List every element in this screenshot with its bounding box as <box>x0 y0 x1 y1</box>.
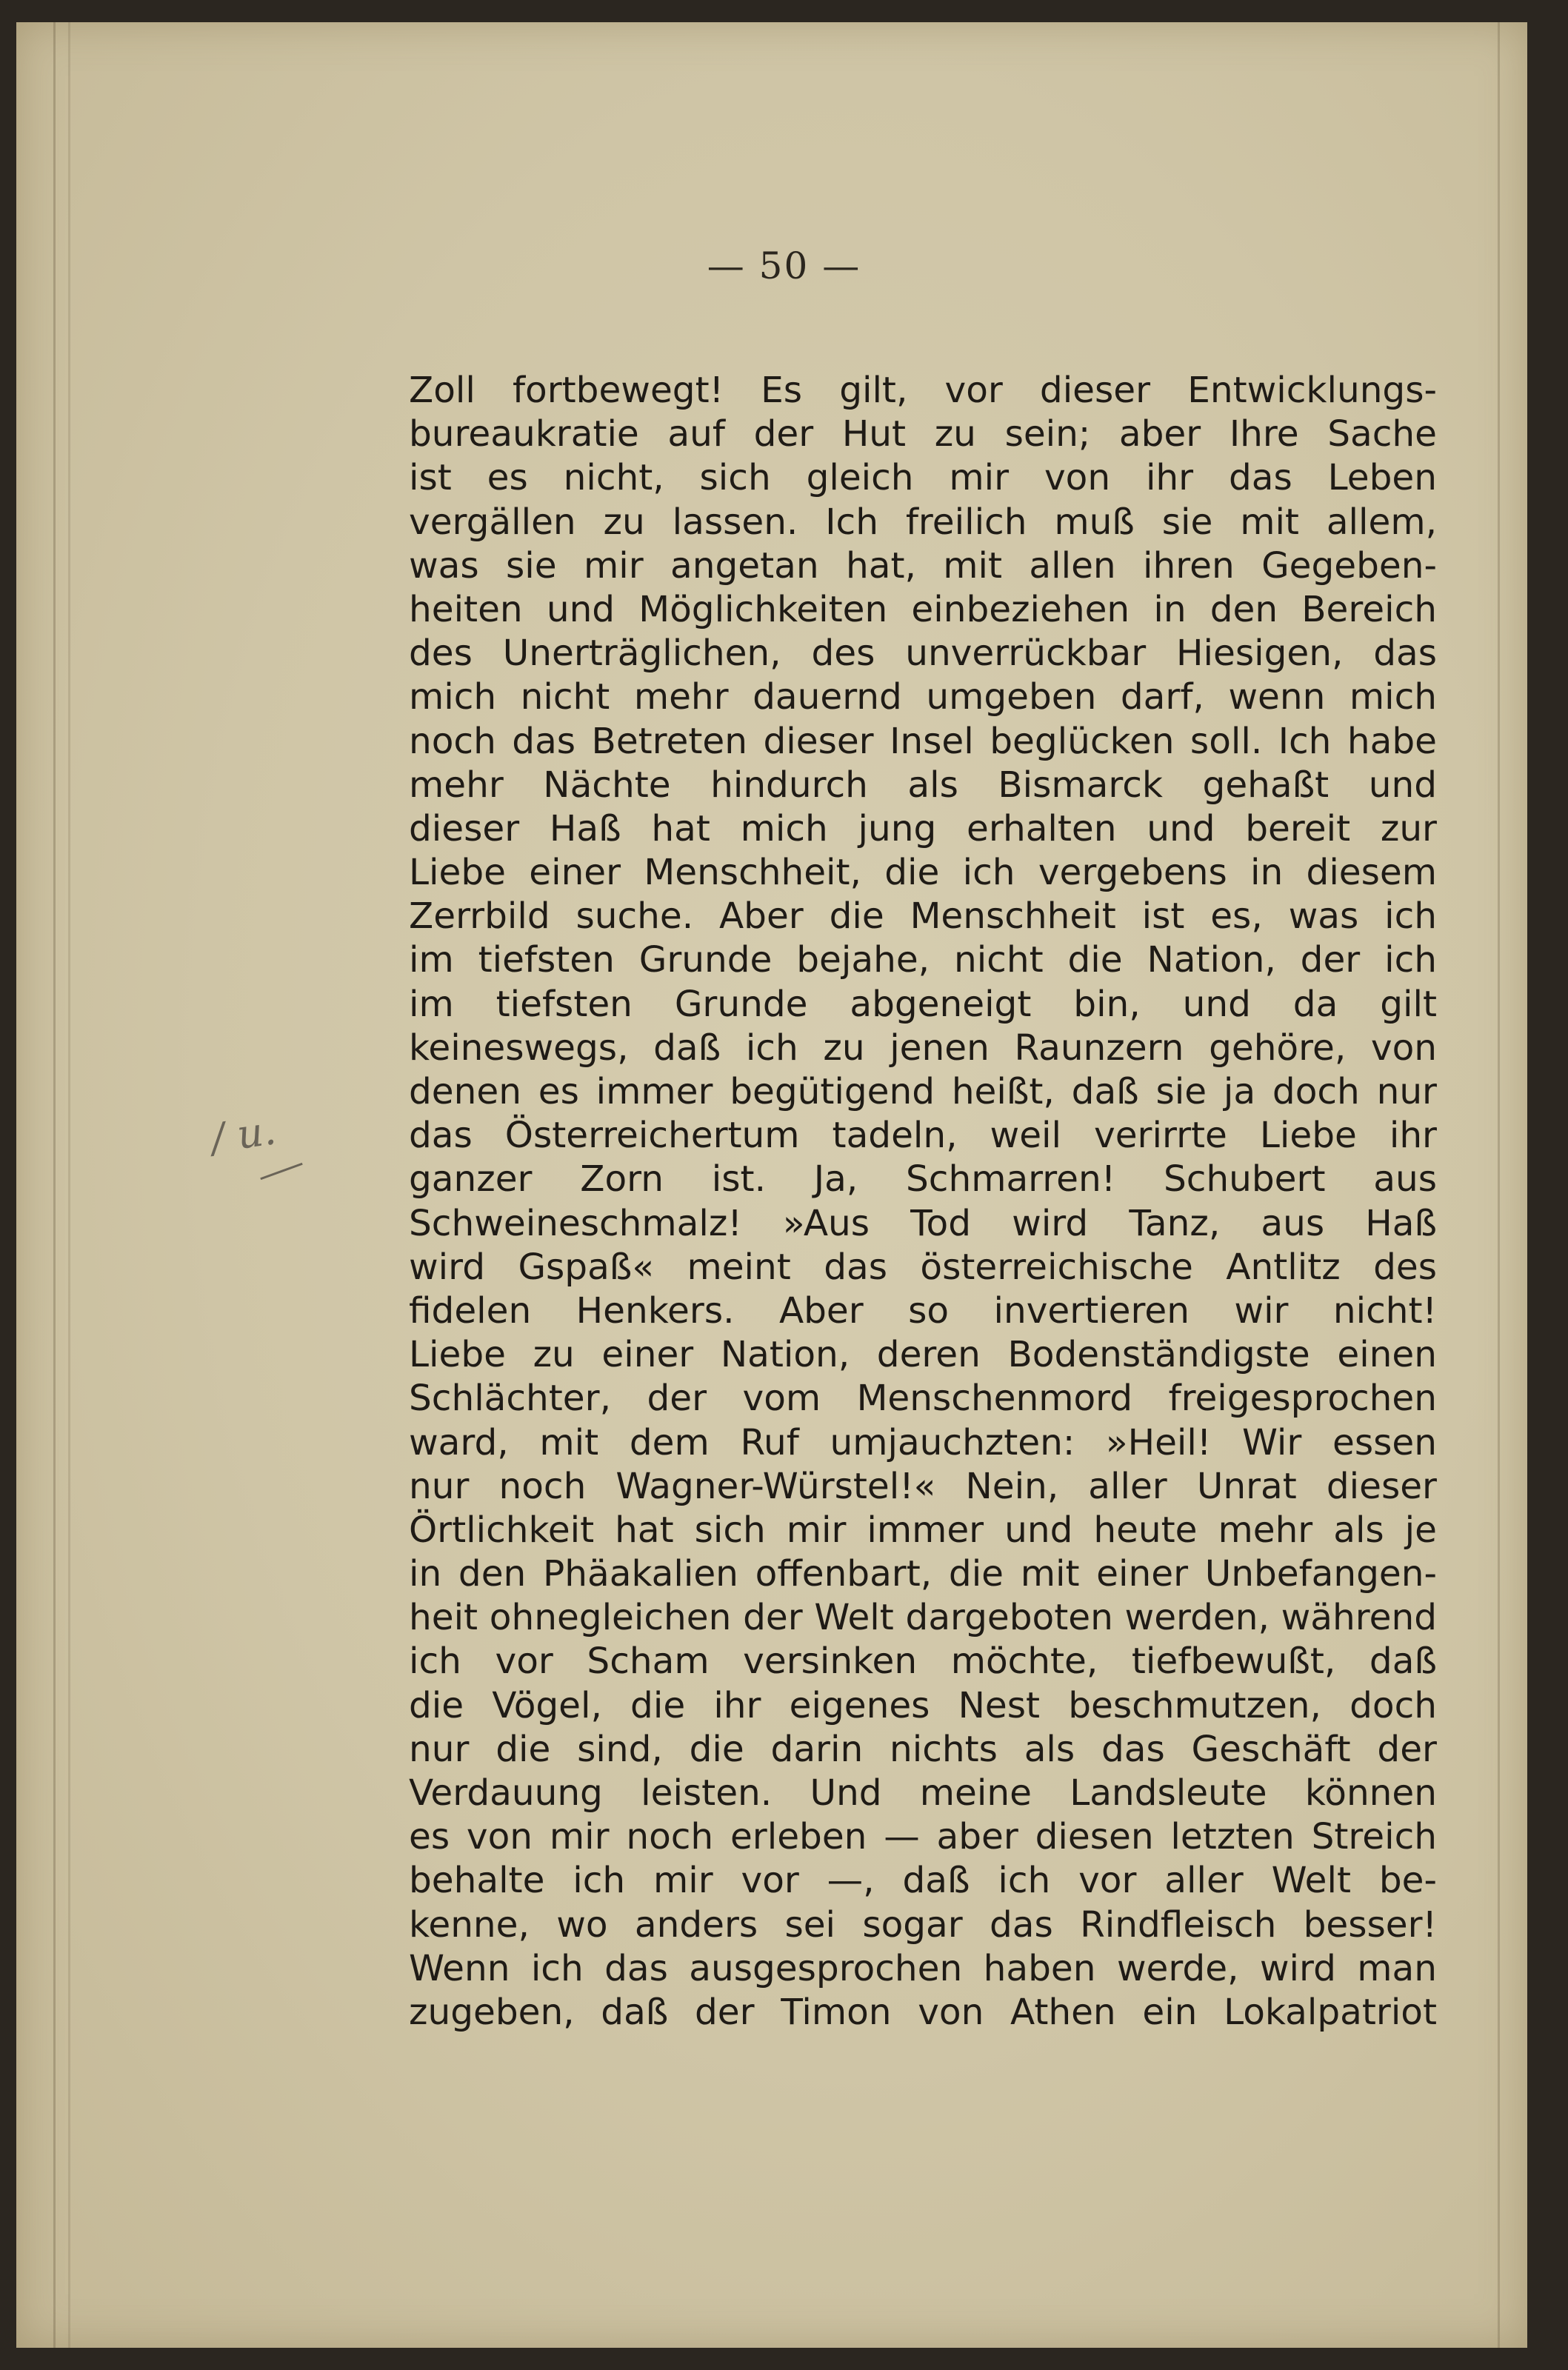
page-edge-right <box>1498 22 1500 2348</box>
text-line: Zerrbild suche. Aber die Menschheit ist es, was ich <box>409 895 1437 938</box>
text-line: mehr Nächte hindurch als Bismarck gehaßt und <box>409 764 1437 806</box>
text-line: heiten und Möglichkeiten einbeziehen in den Bereich <box>409 588 1437 630</box>
text-line: Liebe zu einer Nation, deren Bodenständigste einen <box>409 1334 1437 1376</box>
text-line: Liebe einer Menschheit, die ich vergebens in diesem <box>409 852 1437 894</box>
text-line: keineswegs, daß ich zu jenen Raunzern gehöre, von <box>409 1027 1437 1069</box>
text-line: des Unerträglichen, des unverrückbar Hiesigen, das <box>409 632 1437 675</box>
handwritten-margin-note: / u. <box>208 1106 279 1162</box>
text-line: in den Phäakalien offenbart, die mit einer Unbefangen- <box>409 1553 1437 1595</box>
text-line: Schweineschmalz! »Aus Tod wird Tanz, aus Haß <box>409 1202 1437 1244</box>
text-line: denen es immer begütigend heißt, daß sie ja doch nur <box>409 1071 1437 1112</box>
text-line: Wenn ich das ausgesprochen haben werde, wird man <box>409 1947 1437 1989</box>
body-text <box>409 369 1437 2034</box>
text-line: es von mir noch erleben — aber diesen letzten Streich <box>409 1816 1437 1858</box>
text-line: Zoll fortbewegt! Es gilt, vor dieser Entwicklungs- <box>409 370 1437 411</box>
text-line: zugeben, daß der Timon von Athen ein Lokalpatriot <box>409 1991 1437 2033</box>
text-line: nur noch Wagner-Würstel!« Nein, aller Unrat dieser <box>409 1465 1437 1507</box>
page-number: — 50 — <box>707 244 861 287</box>
text-line: kenne, wo anders sei sogar das Rindfleisch besser! <box>409 1903 1437 1946</box>
text-line: Verdauung leisten. Und meine Landsleute können <box>409 1772 1437 1814</box>
text-line: im tiefsten Grunde abgeneigt bin, und da gilt <box>409 983 1437 1025</box>
text-line: mich nicht mehr dauernd umgeben darf, wenn mich <box>409 676 1437 718</box>
text-line: die Vögel, die ihr eigenes Nest beschmutzen, doch <box>409 1684 1437 1726</box>
page-edge-left <box>53 22 56 2348</box>
text-line: ganzer Zorn ist. Ja, Schmarren! Schubert aus <box>409 1158 1437 1201</box>
text-line: das Österreichertum tadeln, weil verirrte Liebe ihr <box>409 1115 1437 1157</box>
text-line: im tiefsten Grunde bejahe, nicht die Nation, der ich <box>409 939 1437 981</box>
text-line: ich vor Scham versinken möchte, tiefbewußt, daß <box>409 1640 1437 1683</box>
text-line: fidelen Henkers. Aber so invertieren wir nicht! <box>409 1289 1437 1332</box>
text-line: Schlächter, der vom Menschenmord freigesprochen <box>409 1378 1437 1420</box>
text-line: heit ohnegleichen der Welt dargeboten werden, während <box>409 1597 1437 1639</box>
text-line: ward, mit dem Ruf umjauchzten: »Heil! Wir essen <box>409 1421 1437 1463</box>
text-line: vergällen zu lassen. Ich freilich muß sie mit allem, <box>409 501 1437 543</box>
text-line: dieser Haß hat mich jung erhalten und bereit zur <box>409 807 1437 849</box>
text-line: nur die sind, die darin nichts als das Geschäft der <box>409 1728 1437 1770</box>
text-line: bureaukratie auf der Hut zu sein; aber Ihre Sache <box>409 413 1437 455</box>
page-edge-left-inner <box>68 22 70 2348</box>
text-line: noch das Betreten dieser Insel beglücken soll. Ich habe <box>409 720 1437 762</box>
text-line: ist es nicht, sich gleich mir von ihr das Leben <box>409 457 1437 499</box>
text-line: wird Gspaß« meint das österreichische Antlitz des <box>409 1246 1437 1288</box>
text-line: Örtlichkeit hat sich mir immer und heute mehr als je <box>409 1509 1437 1551</box>
text-line: was sie mir angetan hat, mit allen ihren Gegeben- <box>409 544 1437 587</box>
text-line: behalte ich mir vor —, daß ich vor aller Welt be- <box>409 1860 1437 1902</box>
